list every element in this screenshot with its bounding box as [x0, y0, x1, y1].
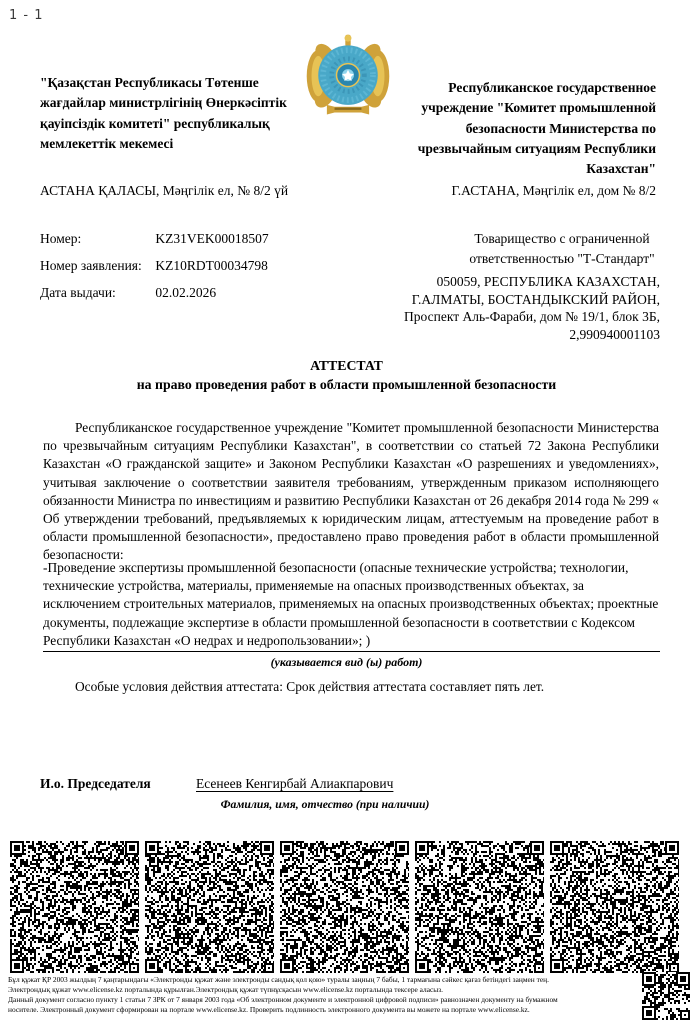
qr-code — [550, 841, 679, 973]
qr-code — [280, 841, 409, 973]
signatory-role: И.о. Председателя — [40, 776, 151, 791]
legal-footnote-line-kazakh: Бұл құжат ҚР 2003 жылдың 7 қаңтарындағы «Электронды құжат және электронды сандық қол қою» туралы заңның 7 бабы, 1 тармағына сәйкес қағаз бетіндегі заңмен тең. — [8, 975, 549, 984]
recipient-address-line: 050059, РЕСПУБЛИКА КАЗАХСТАН, — [436, 274, 660, 289]
issue-date-row — [40, 285, 269, 301]
legal-footnote-line-russian: носителе. Электронный документ сформирован на портале www.elicense.kz. Проверить подлинность электронного документа вы можете на портале www.elicense.kz. — [8, 1004, 530, 1014]
permitted-work-types: -Проведение экспертизы промышленной безопасности (опасные технические устройства; технологии, технические устройства, материалы, применяемые на опасных производственных объектах, за исключением строительных материалов, применяемых на опасных производственных объектах; проектные документы, подлежащие экспертизе в области промышленной безопасности в соответствии с Кодексом Республики Казахстан «О недрах и недропользовании»; ) — [43, 560, 659, 648]
document-meta — [40, 231, 269, 312]
document-number-label: Номер: — [40, 231, 82, 246]
issue-date-label: Дата выдачи: — [40, 285, 116, 300]
recipient-company-address — [360, 273, 660, 343]
legal-footnote-line-kazakh: Электрондық құжат www.elicense.kz порталында құрылған.Электрондық құжат түпнұсқасын www.elicense.kz порталында тексере аласыз. — [8, 984, 443, 994]
issuer-name-kazakh: "Қазақстан Республикасы Төтенше жағдайлар министрлігінің Өнеркәсіптік қауіпсіздік комитеті" республикалық мемлекеттік мекемесі — [40, 75, 287, 151]
work-types-underline — [43, 651, 660, 652]
issuer-name-russian: Республиканское государственное учреждение "Комитет промышленной безопасности Министерства по чрезвычайным ситуациям Республики Казахстан" — [417, 80, 656, 176]
issuer-address-russian: Г.АСТАНА, Мәңгілік ел, дом № 8/2 — [451, 183, 656, 198]
document-number-row — [40, 231, 269, 247]
legal-footnote — [8, 975, 638, 1015]
qr-code — [145, 841, 274, 973]
kazakhstan-coat-of-arms-icon — [300, 30, 396, 126]
document-title: АТТЕСТАТ — [310, 358, 383, 373]
signatory-name: Есенеев Кенгирбай Алиакпарович — [196, 776, 394, 791]
work-types-caption: (указывается вид (ы) работ) — [270, 655, 423, 669]
document-subtitle: на право проведения работ в области промышленной безопасности — [136, 377, 557, 392]
qr-code — [642, 972, 690, 1020]
issuer-address-kazakh: АСТАНА ҚАЛАСЫ, Мәңгілік ел, № 8/2 үй — [40, 183, 289, 198]
signatory-name-caption: Фамилия, имя, отчество (при наличии) — [220, 798, 430, 811]
recipient-company-name: Товарищество с ограниченной ответственностью "Т-Стандарт" — [469, 231, 655, 266]
recipient-address-line: 2,990940001103 — [569, 326, 660, 342]
document-number-value: KZ31VEK00018507 — [155, 231, 269, 246]
special-conditions-text: Особые условия действия аттестата: Срок действия аттестата составляет пять лет. — [75, 679, 545, 694]
signature-qr-code-strip — [10, 841, 679, 973]
qr-code — [415, 841, 544, 973]
page-number-marker: 1 - 1 — [9, 8, 44, 23]
issue-date-value: 02.02.2026 — [155, 285, 217, 300]
legal-footnote-line-russian: Данный документ согласно пункту 1 статьи 7 ЗРК от 7 января 2003 года «Об электронном документе и электронной цифровой подписи» равнозначен документу на бумажном — [8, 994, 558, 1004]
qr-code — [10, 841, 139, 973]
certificate-body-paragraph: Республиканское государственное учреждение "Комитет промышленной безопасности Министерства по чрезвычайным ситуациям Республики Казахстан", в соответствии со статьей 72 Закона Республики Казахстан «О гражданской защите» и Законом Республики Казахстан «О разрешениях и уведомлениях», учитывая заключение о соответствии заявителя требованиям, утвержденным приказом исполняющего обязанности Министра по инвестициям и развитию Республики Казахстан от 26 декабря 2014 года № 299 « Об утверждении требований, предъявляемых к юридическим лицам, аттестуемым на проведение работ в области промышленной безопасности», предоставлено право проведения работ в области промышленной безопасности: — [43, 420, 659, 563]
application-number-value: KZ10RDT00034798 — [155, 258, 268, 273]
application-number-row — [40, 258, 269, 274]
recipient-address-line: Г.АЛМАТЫ, БОСТАНДЫКСКИЙ РАЙОН, — [411, 291, 660, 307]
application-number-label: Номер заявления: — [40, 258, 142, 273]
recipient-address-line: Проспект Аль-Фараби, дом № 19/1, блок 3Б, — [404, 309, 660, 325]
